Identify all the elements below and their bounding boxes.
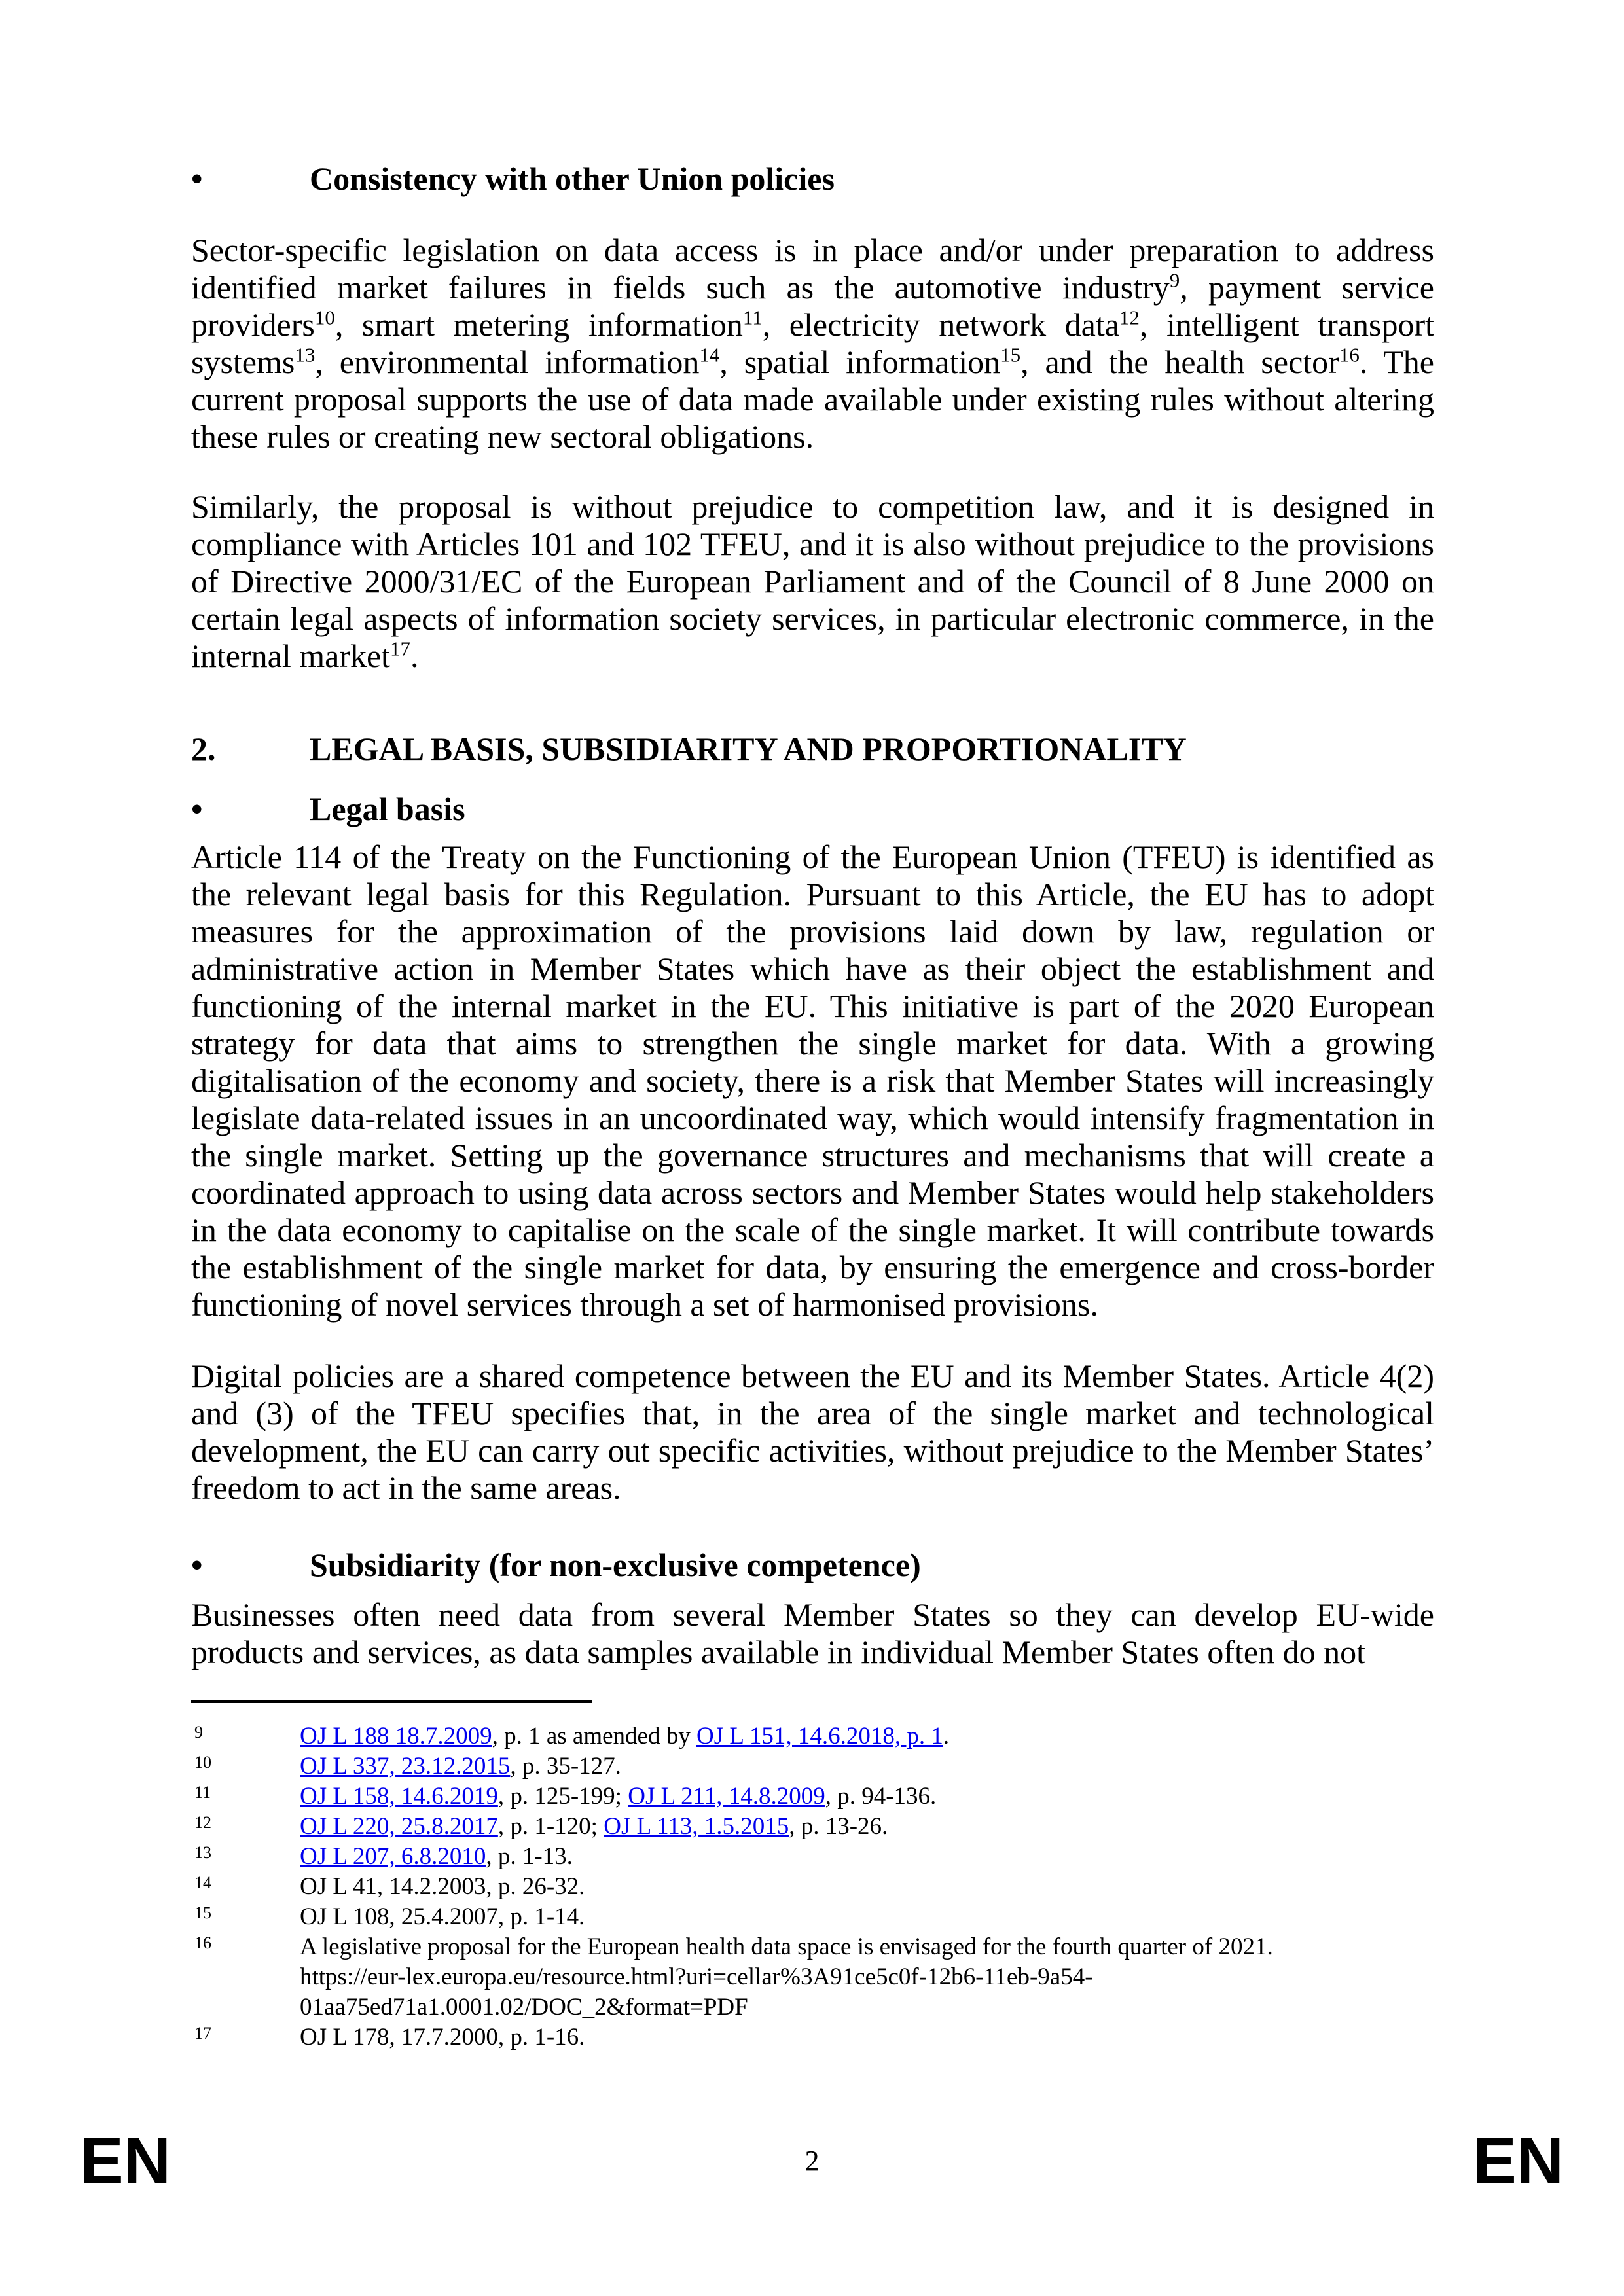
- heading-section-2-label: LEGAL BASIS, SUBSIDIARITY AND PROPORTIONALITY: [310, 730, 1187, 767]
- footnote-text: OJ L 337, 23.12.2015, p. 35-127.: [300, 1753, 621, 1780]
- footnote-number: 11: [194, 1783, 211, 1802]
- heading-legal-basis: [191, 787, 1434, 831]
- page-number: 2: [804, 2145, 820, 2177]
- footnote-list: [191, 1721, 1434, 2053]
- footnote-ref: 12: [1119, 306, 1140, 329]
- bullet-icon: •: [191, 1547, 203, 1583]
- paragraph-digital-policies: Digital policies are a shared competence between the EU and its Member States. Article 4(2) and (3) of the TFEU specifies that, in the area of the single market and technological development, the EU can carry out specific activities, without prejudice to the Member States’ freedom to act in the same areas.: [191, 1357, 1434, 1506]
- footnote-number: 12: [194, 1813, 211, 1832]
- footnote: [191, 1812, 1434, 1842]
- footnote-number: 15: [194, 1903, 211, 1922]
- footnote-number: 9: [194, 1723, 203, 1742]
- heading-subsidiarity-label: Subsidiarity (for non-exclusive competence): [310, 1547, 921, 1583]
- footnote: [191, 1902, 1434, 1932]
- footnote-text: OJ L 158, 14.6.2019, p. 125-199; OJ L 211, 14.8.2009, p. 94-136.: [300, 1783, 937, 1810]
- footnote-ref: 9: [1169, 268, 1180, 292]
- footnote-number: 13: [194, 1843, 211, 1862]
- bullet-icon: •: [191, 160, 203, 197]
- footnote: [191, 1782, 1434, 1812]
- footnote-number: 16: [194, 1933, 211, 1952]
- page-footer: [0, 2125, 1624, 2198]
- footnote: [191, 2022, 1434, 2053]
- heading-subsidiarity: [191, 1543, 1434, 1587]
- footnote-link[interactable]: OJ L 211, 14.8.2009: [628, 1783, 825, 1810]
- footnote-ref: 17: [390, 637, 411, 660]
- paragraph-similarly: Similarly, the proposal is without prejudice to competition law, and it is designed in compliance with Articles 101 and 102 TFEU, and it is also without prejudice to the provisions of Directive 2000/31/EC of the European Parliament and of the Council of 8 June 2000 on certain legal aspects of information society services, in particular electronic commerce, in the internal market$^{17}$.: [191, 488, 1434, 674]
- footnote-text: A legislative proposal for the European health data space is envisaged for the fourth quarter of 2021. https://eur-lex.europa.eu/resource.html?uri=cellar%3A91ce5c0f-12b6-11eb-9a54- 01aa75ed71a1.0001.02/DOC_2&format=PDF: [300, 1933, 1273, 2020]
- footnote-link[interactable]: OJ L 151, 14.6.2018, p. 1: [696, 1723, 943, 1749]
- footnote-ref: 15: [1000, 343, 1021, 367]
- footnote: [191, 1751, 1434, 1782]
- footnote-link[interactable]: OJ L 113, 1.5.2015: [604, 1813, 789, 1840]
- footnote-text: OJ L 41, 14.2.2003, p. 26-32.: [300, 1873, 585, 1900]
- footnote-link[interactable]: OJ L 188 18.7.2009: [300, 1723, 492, 1749]
- footnote: [191, 1872, 1434, 1902]
- section-number: 2.: [191, 730, 216, 767]
- footnote-ref: 10: [314, 306, 335, 329]
- footnote-ref: 13: [295, 343, 316, 367]
- footnote-link[interactable]: OJ L 207, 6.8.2010: [300, 1843, 486, 1870]
- bullet-icon: •: [191, 791, 203, 827]
- footnote-separator: [191, 1700, 592, 1703]
- language-code-right: EN: [1473, 2125, 1564, 2198]
- footnote-text: OJ L 178, 17.7.2000, p. 1-16.: [300, 2024, 585, 2051]
- footnote-area: [191, 1700, 1434, 2053]
- footnote-link[interactable]: OJ L 337, 23.12.2015: [300, 1753, 511, 1780]
- language-code-left: EN: [80, 2125, 171, 2198]
- footnote: [191, 1721, 1434, 1751]
- paragraph-businesses: Businesses often need data from several Member States so they can develop EU-wide products and services, as data samples available in individual Member States often do not: [191, 1596, 1434, 1670]
- heading-legal-basis-label: Legal basis: [310, 791, 465, 827]
- footnote-number: 14: [194, 1873, 211, 1892]
- paragraph-article-114: Article 114 of the Treaty on the Functioning of the European Union (TFEU) is identified as the relevant legal basis for this Regulation. Pursuant to this Article, the EU has to adopt measures for the approximation of the provisions laid down by law, regulation or administrative action in Member States which have as their object the establishment and functioning of the internal market in the EU. This initiative is part of the 2020 European strategy for data that aims to strengthen the single market for data. With a growing digitalisation of the economy and society, there is a risk that Member States will increasingly legislate data-related issues in an uncoordinated way, which would intensify fragmentation in the single market. Setting up the governance structures and mechanisms that will create a coordinated approach to using data across sectors and Member States would help stakeholders in the data economy to capitalise on the scale of the single market. It will contribute towards the establishment of the single market for data, by ensuring the emergence and cross-border functioning of novel services through a set of harmonised provisions.: [191, 838, 1434, 1323]
- footnote-text: OJ L 207, 6.8.2010, p. 1-13.: [300, 1843, 573, 1870]
- footnote-text: OJ L 108, 25.4.2007, p. 1-14.: [300, 1903, 585, 1930]
- footnote-ref: 11: [742, 306, 763, 329]
- heading-consistency-label: Consistency with other Union policies: [310, 160, 835, 197]
- footnote-ref: 16: [1339, 343, 1360, 367]
- footnote-number: 17: [194, 2024, 211, 2043]
- heading-section-2: [191, 727, 1434, 770]
- footnote: [191, 1842, 1434, 1872]
- heading-consistency: [191, 157, 1434, 200]
- document-body: [191, 157, 1434, 1671]
- footnote-link[interactable]: OJ L 220, 25.8.2017: [300, 1813, 498, 1840]
- footnote-ref: 14: [699, 343, 720, 367]
- footnote-number: 10: [194, 1753, 211, 1772]
- footnote-text: OJ L 188 18.7.2009, p. 1 as amended by OJ L 151, 14.6.2018, p. 1.: [300, 1723, 950, 1749]
- footnote-link[interactable]: OJ L 158, 14.6.2019: [300, 1783, 498, 1810]
- paragraph-sector-specific: Sector-specific legislation on data access is in place and/or under preparation to address identified market failures in fields such as the automotive industry$^9$, payment service providers$^{10}$, smart metering information$^{11}$, electricity network data$^{12}$, intelligent transport systems$^{13}$, environmental information$^{14}$, spatial information$^{15}$, and the health sector$^{16}$. The current proposal supports the use of data made available under existing rules without altering these rules or creating new sectoral obligations.: [191, 232, 1435, 455]
- footnote-text: OJ L 220, 25.8.2017, p. 1-120; OJ L 113, 1.5.2015, p. 13-26.: [300, 1813, 888, 1840]
- footnote: [191, 1932, 1434, 2022]
